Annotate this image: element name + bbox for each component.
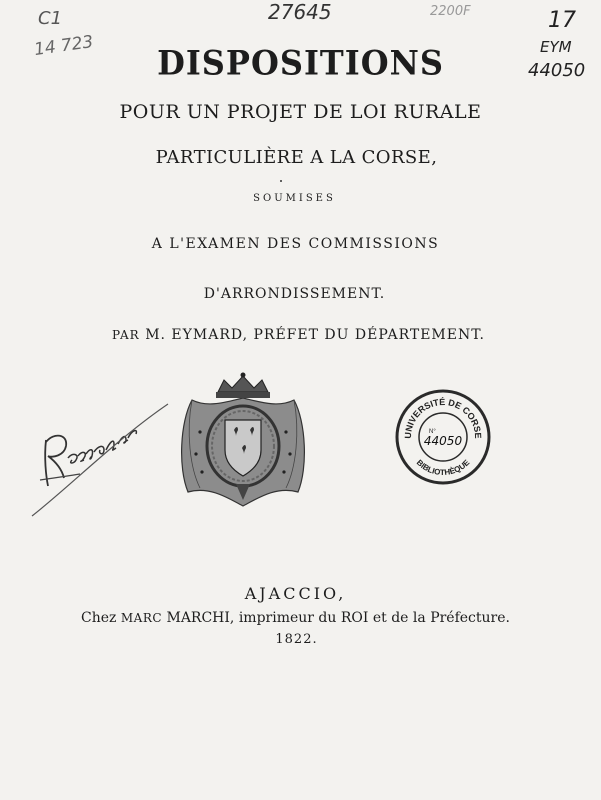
author-prefix: PAR — [112, 328, 140, 342]
soumises-label: SOUMISES — [253, 193, 336, 204]
library-stamp — [393, 387, 493, 487]
annotation-c1: C1 — [38, 8, 63, 29]
subtitle-line-2: PARTICULIÈRE A LA CORSE, — [155, 147, 438, 168]
imprint-printer — [0, 610, 596, 626]
annotation-eym: EYM — [540, 38, 572, 56]
stamp-bottom-text: BIBLIOTHÈQUE — [414, 457, 472, 478]
examen-line: A L'EXAMEN DES COMMISSIONS — [151, 236, 440, 252]
stamp-number-prefix: N° — [429, 429, 436, 435]
annotation-14723: 14 723 — [32, 31, 95, 61]
printer-rest: MARCHI, imprimeur du ROI et de la Préfecture. — [166, 610, 510, 626]
annotation-2200f: 2200F — [430, 4, 471, 19]
page-title: DISPOSITIONS — [157, 43, 444, 83]
arrondissement-line: D'ARRONDISSEMENT. — [203, 286, 386, 302]
ornament-dot — [280, 180, 282, 182]
annotation-44050: 44050 — [528, 60, 586, 81]
author-name: M. EYMARD, PRÉFET DU DÉPARTEMENT. — [145, 327, 485, 343]
stamp-top-text: UNIVERSITÉ DE CORSE — [402, 396, 484, 439]
subtitle-line-1: POUR UN PROJET DE LOI RURALE — [119, 101, 482, 123]
royal-arms-emblem — [170, 372, 316, 514]
svg-text:UNIVERSITÉ DE CORSE — [403, 397, 483, 439]
printer-prefix: Chez — [81, 610, 117, 626]
printer-name-caps: MARC — [120, 611, 163, 625]
imprint-place: AJACCIO, — [244, 584, 347, 603]
annotation-17: 17 — [548, 8, 576, 33]
imprint-year: 1822. — [275, 632, 318, 647]
annotation-27645: 27645 — [268, 0, 332, 24]
reserve-signature — [28, 398, 176, 520]
author-line — [0, 327, 599, 343]
stamp-number: 44050 — [423, 434, 463, 448]
